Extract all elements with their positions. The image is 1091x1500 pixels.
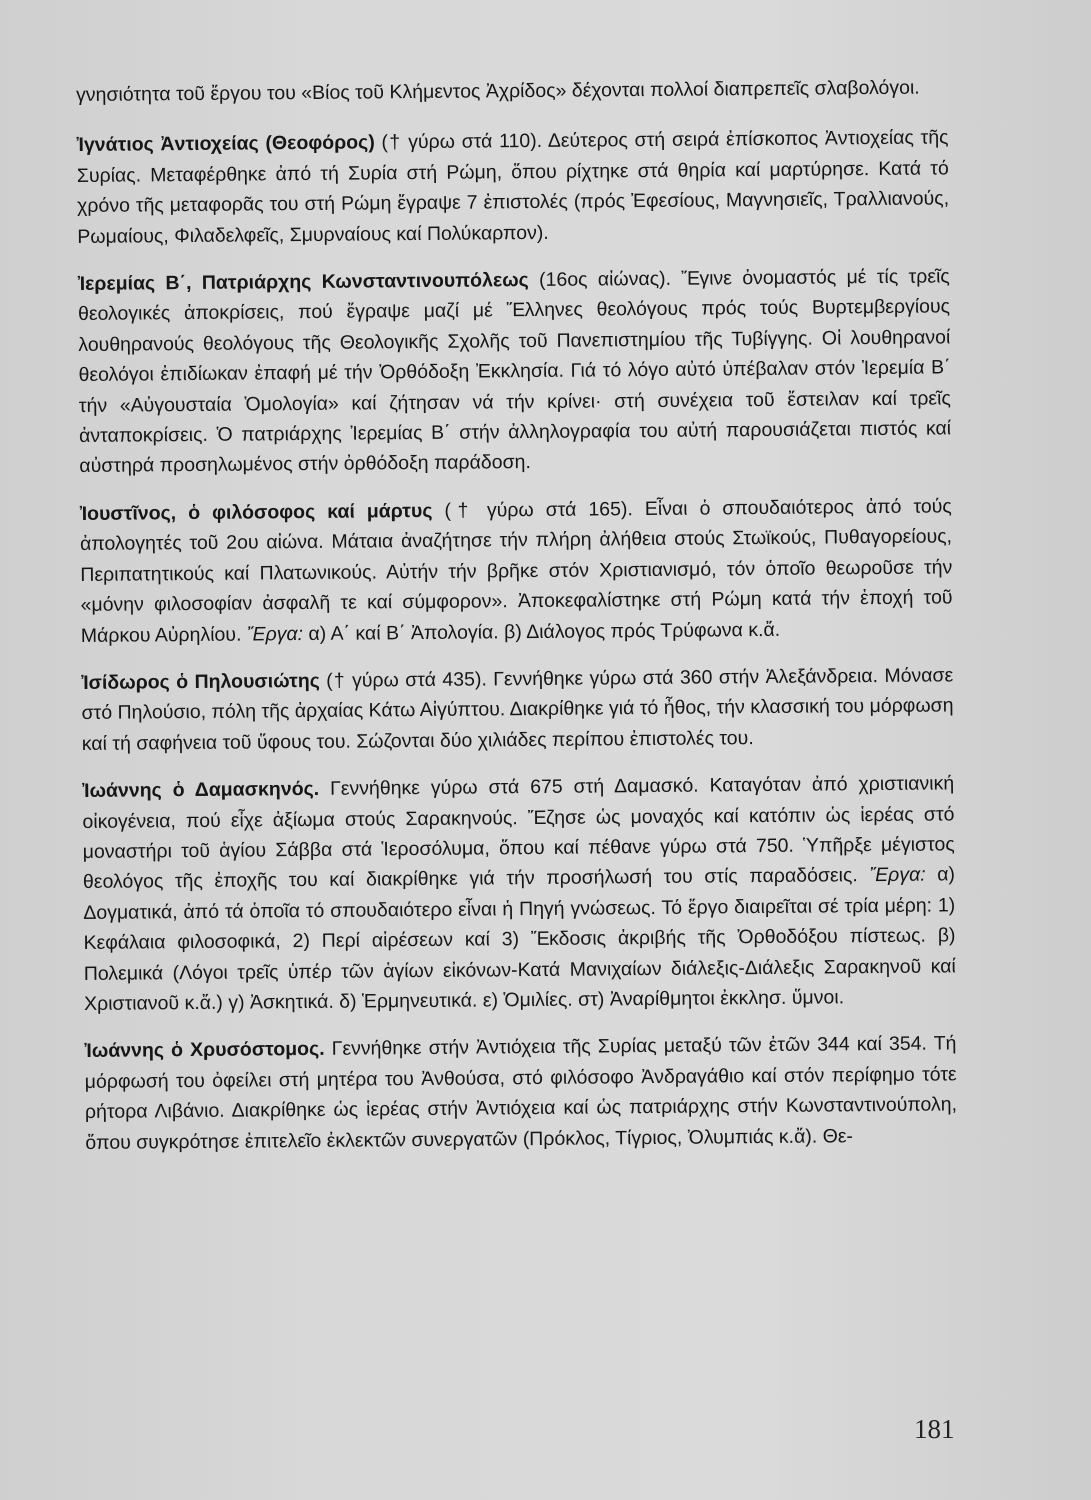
entry-text: (16ος αἰώνας). Ἔγινε ὀνομαστός μέ τίς τρεῖς θεολογικές ἀποκρίσεις, πού ἔγραψε μαζί μέ Ἕλληνες θεολόγους πρός τούς Βυρτεμβεργίους λουθηρανούς θεολόγους τῆς Θεολογικῆς Σχολῆς τοῦ Πανεπιστημίου τῆς Τυβίγγης. Οἱ λουθηρανοί θεολόγοι ἐπιδίωκαν ἐπαφή μέ τήν Ὀρθόδοξη Ἐκκλησία. Γιά τό λόγο αὐτό ὑπέβαλαν στόν Ἰερεμία Β΄ τήν «Αὐγουσταία Ὁμολογία» καί ζήτησαν νά τήν κρίνει· στή συνέχεια τοῦ ἔστειλαν καί τρεῖς ἀνταποκρίσεις. Ὁ πατριάρχης Ἰερεμίας Β΄ στήν ἀλληλογραφία του αὐτή παρουσιάζεται πιστός καί αὐστηρά προσηλωμένος στήν ὀρθόδοξη παράδοση. <box>77 265 952 478</box>
works-text: α) Α΄ καί Β΄ Ἀπολογία. β) Διάλογος πρός Τρύφωνα κ.ἄ. <box>302 618 781 645</box>
entry-text: († γύρω στά 110). Δεύτερος στή σειρά ἐπίσκοπος Ἀντιοχείας τῆς Συρίας. Μεταφέρθηκε ἀπό τή Συρία στή Ρώμη, ὅπου ρίχτηκε στά θηρία καί μαρτύρησε. Κατά τό χρόνο τῆς μεταφορᾶς του στή Ρώμη ἔγραψε 7 ἐπιστολές (πρός Ἐφεσίους, Μαγνησιεῖς, Τραλλιανούς, Ρωμαίους, Φιλαδελφεῖς, Σμυρναίους καί Πολύκαρπον). <box>76 126 950 248</box>
entry-text: Γεννήθηκε γύρω στά 675 στή Δαμασκό. Καταγόταν ἀπό χριστιανική οἰκογένεια, πού εἶχε ἀξίωμα στούς Σαρακηνούς. Ἔζησε ὡς μοναχός καί κατόπιν ὡς ἱερέας στό μοναστήρι τοῦ ἁγίου Σάββα στά Ἱεροσόλυμα, ὅπου καί πέθανε γύρω στά 750. Ὑπῆρξε μέγιστος θεολόγος τῆς ἐποχῆς του καί διακρίθηκε γιά τήν προσήλωσή του στίς παραδόσεις. <box>82 772 955 894</box>
entry-text: († γύρω στά 165). Εἶναι ὁ σπουδαιότερος ἀπό τούς ἀπολογητές τοῦ 2ου αἰώνα. Μάταια ἀναζήτησε τήν πλήρη ἀλήθεια στούς Στωϊκούς, Πυθαγορείους, Περιπατητικούς καί Πλατωνικούς. Αὐτήν τήν βρῆκε στόν Χριστιανισμό, τόν ὁποῖο θεωροῦσε τήν «μόνην φιλοσοφίαν ἀσφαλῆ τε καί σύμφορον». Ἀποκεφαλίστηκε στή Ρώμη κατά τήν ἐποχή τοῦ Μάρκου Αὐρηλίου. <box>79 495 953 647</box>
entry-ieremias <box>78 261 952 481</box>
entry-ignatios <box>76 123 949 252</box>
works-label: Ἔργα: <box>246 622 304 646</box>
page-text <box>76 72 958 1175</box>
entry-text: († γύρω στά 435). Γεννήθηκε γύρω στά 360 στήν Ἀλεξάνδρεια. Μόνασε στό Πηλούσιο, πόλη τῆς ἀρχαίας Κάτω Αἰγύπτου. Διακρίθηκε γιά τό ἦθος, τήν κλασσική του μόρφωση καί τή σαφήνεια τοῦ ὕφους του. Σώζονται δύο χιλιάδες περίπου ἐπιστολές του. <box>81 664 954 755</box>
page-number: 181 <box>914 1414 955 1444</box>
paragraph-continuation <box>76 72 948 110</box>
entry-ioannis-damaskinos <box>82 768 956 1019</box>
works-text: α) Δογματικά, ἀπό τά ὁποῖα τό σπουδαιότερο εἶναι ἡ Πηγή γνώσεως. Τό ἔργο διαιρεῖται σέ τρία μέρη: 1) Κεφάλαια φιλοσοφικά, 2) Περί αἱρέσεων καί 3) Ἔκδοσις ἀκριβής τῆς Ὀρθοδόξου πίστεως. β) Πολεμικά (Λόγοι τρεῖς ὑπέρ τῶν ἁγίων εἰκόνων-Κατά Μανιχαίων διάλεξις-Διάλεξις Σαρακηνοῦ καί Χριστιανοῦ κ.ἄ.) γ) Ἀσκητικά. δ) Ἑρμηνευτικά. ε) Ὁμιλίες. στ) Ἀναρίθμητοι ἐκκλησ. ὕμνοι. <box>83 863 956 1015</box>
entry-heading: Ἰουστῖνος, ὁ φιλόσοφος καί μάρτυς <box>79 499 433 525</box>
entry-ioannis-chrysostomos <box>84 1029 957 1158</box>
entry-isidoros <box>81 660 954 759</box>
entry-heading: Ἰγνάτιος Ἀντιοχείας (Θεοφόρος) <box>76 131 375 157</box>
entry-heading: Ἰωάννης ὁ Δαμασκηνός. <box>82 778 320 803</box>
entry-text: Γεννήθηκε στήν Ἀντιόχεια τῆς Συρίας μεταξύ τῶν ἐτῶν 344 καί 354. Τή μόρφωσή του ὀφείλει στή μητέρα του Ἀνθούσα, στό φιλόσοφο Ἀνδραγάθιο καί στόν περίφημο τότε ρήτορα Λιβάνιο. Διακρίθηκε ὡς ἱερέας στήν Ἀντιόχεια καί ὡς πατριάρχης στήν Κωνσταντινούπολη, ὅπου συγκρότησε ἐπιτελεῖο ἐκλεκτῶν συνεργατῶν (Πρόκλος, Τίγριος, Ὀλυμπιάς κ.ἄ). Θε- <box>84 1032 958 1154</box>
entry-heading: Ἰσίδωρος ὁ Πηλουσιώτης <box>81 669 320 694</box>
works-label: Ἔργα: <box>869 863 926 887</box>
entry-heading: Ἰερεμίας Β΄, Πατριάρχης Κωνσταντινουπόλεως <box>77 269 529 296</box>
entry-ioustinos <box>80 491 953 651</box>
entry-heading: Ἰωάννης ὁ Χρυσόστομος. <box>84 1038 325 1063</box>
paragraph-text: γνησιότητα τοῦ ἔργου του «Βίος τοῦ Κλήμεντος Ἀχρίδος» δέχονται πολλοί διαπρεπεῖς σλαβολόγοι. <box>76 76 920 106</box>
